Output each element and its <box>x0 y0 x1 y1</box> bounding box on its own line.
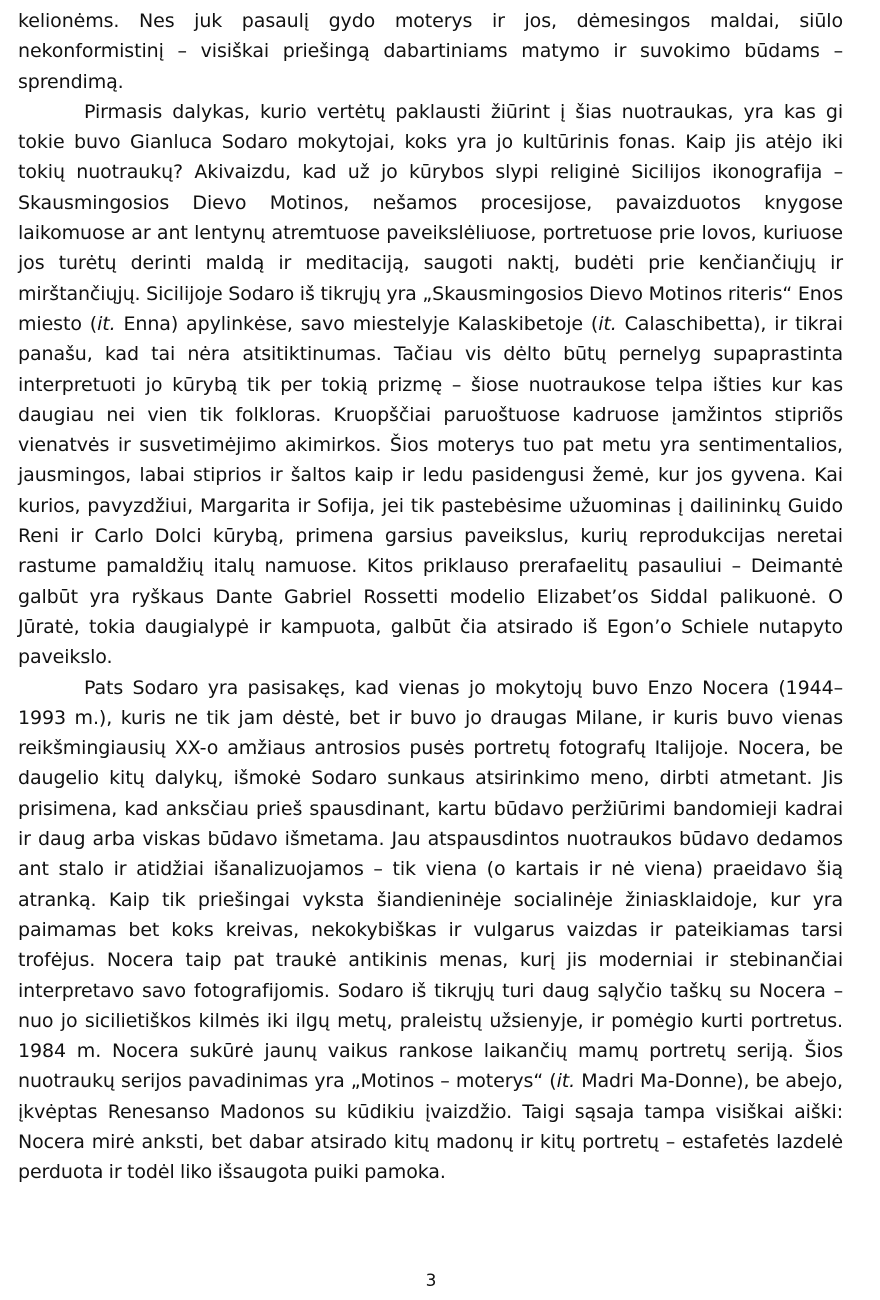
paragraph-text: Calaschibetta), ir tikrai panašu, kad tai nėra atsitiktinumas. Tačiau vis dėlto būtų pernelyg supaprastinta interpretuoti jo kūrybą tik per tokią prizmę – šiose nuotraukose telpa išties kur kas daugiau nei vien tik folkloras. Kruopščiai paruoštuose kadruose įamžintos stipriõs vienatvės ir susvetimėjimo akimirkos. Šios moterys tuo pat metu yra sentimentalios, jausmingos, labai stiprios ir šaltos kaip ir ledu pasidengusi žemė, kur jos gyvena. Kai kurios, pavyzdžiui, Margarita ir Sofija, jei tik pastebėsime užuominas į dailininkų Guido Reni ir Carlo Dolci kūrybą, primena garsius paveikslus, kurių reprodukcijas neretai rastume pamaldžių italų namuose. Kitos priklauso prerafaelitų pasauliui – Deimantė galbūt yra ryškaus Dante Gabriel Rossetti modelio Elizabet’os Siddal palikuonė. O Jūratė, tokia daugialypė ir kampuota, galbūt čia atsirado iš Egon’o Schiele nutapyto paveikslo. <box>18 312 843 669</box>
paragraph <box>18 673 843 1188</box>
page-number: 3 <box>425 1271 437 1291</box>
paragraph <box>18 97 843 673</box>
italic-abbreviation: it. <box>598 312 617 335</box>
paragraph-text: Enna) apylinkėse, savo miestelyje Kalaskibetoje ( <box>115 312 599 335</box>
paragraph <box>18 6 843 97</box>
paragraph-text: Pats Sodaro yra pasisakęs, kad vienas jo mokytojų buvo Enzo Nocera (1944–1993 m.), kuris ne tik jam dėstė, bet ir buvo jo draugas Milane, ir kuris buvo vienas reikšmingiausių XX-o amžiaus antrosios pusės portretų fotografų Italijoje. Nocera, be daugelio kitų dalykų, išmokė Sodaro sunkaus atsirinkimo meno, dirbti atmetant. Jis prisimena, kad anksčiau prieš spausdinant, kartu būdavo peržiūrimi bandomieji kadrai ir daug arba viskas būdavo išmetama. Jau atspausdintos nuotraukos būdavo dedamos ant stalo ir atidžiai išanalizuojamos – tik viena (o kartais ir nė viena) praeidavo šią atranką. Kaip tik priešingai vyksta šiandieninėje socialinėje žiniasklaidoje, kur yra paimamas bet koks kreivas, nekokybiškas ir vulgarus vaizdas ir pateikiamas tarsi trofėjus. Nocera taip pat traukė antikinis menas, kurį jis moderniai ir stebinančiai interpretavo savo fotografijomis. Sodaro iš tikrųjų turi daug sąlyčio taškų su Nocera – nuo jo sicilietiškos kilmės iki ilgų metų, praleistų užsienyje, ir pomėgio kurti portretus. 1984 m. Nocera sukūrė jaunų vaikus rankose laikančių mamų portretų seriją. Šios nuotraukų serijos pavadinimas yra „Motinos – moterys“ ( <box>18 676 843 1093</box>
paragraph-text: Madri Ma-Donne), be abejo, įkvėptas Renesanso Madonos su kūdikiu įvaizdžio. Taigi sąsaja tampa visiškai aiški: Nocera mirė anksti, bet dabar atsirado kitų madonų ir kitų portretų – estafetės lazdelė perduota ir todėl liko išsaugota puiki pamoka. <box>18 1070 843 1184</box>
paragraph-text: kelionėms. Nes juk pasaulį gydo moterys ir jos, dėmesingos maldai, siūlo nekonformistinį – visiškai priešingą dabartiniams matymo ir suvokimo būdams – sprendimą. <box>18 10 843 93</box>
italic-abbreviation: it. <box>97 312 116 335</box>
italic-abbreviation: it. <box>556 1070 576 1093</box>
paragraph-text: Pirmasis dalykas, kurio vertėtų paklausti žiūrint į šias nuotraukas, yra kas gi tokie buvo Gianluca Sodaro mokytojai, koks yra jo kultūrinis fonas. Kaip jis atėjo iki tokių nuotraukų? Akivaizdu, kad už jo kūrybos slypi religinė Sicilijos ikonografija – Skausmingosios Dievo Motinos, nešamos procesijose, pavaizduotos knygose laikomuose ar ant lentynų atremtuose paveikslėliuose, portretuose prie lovos, kuriuose jos turėtų derinti maldą ir meditaciją, saugoti naktį, budėti prie kenčiančiųjų ir mirštančiųjų. Sicilijoje Sodaro iš tikrųjų yra „Skausmingosios Dievo Motinos riteris“ Enos miesto ( <box>18 100 843 335</box>
document-page <box>18 6 843 1188</box>
